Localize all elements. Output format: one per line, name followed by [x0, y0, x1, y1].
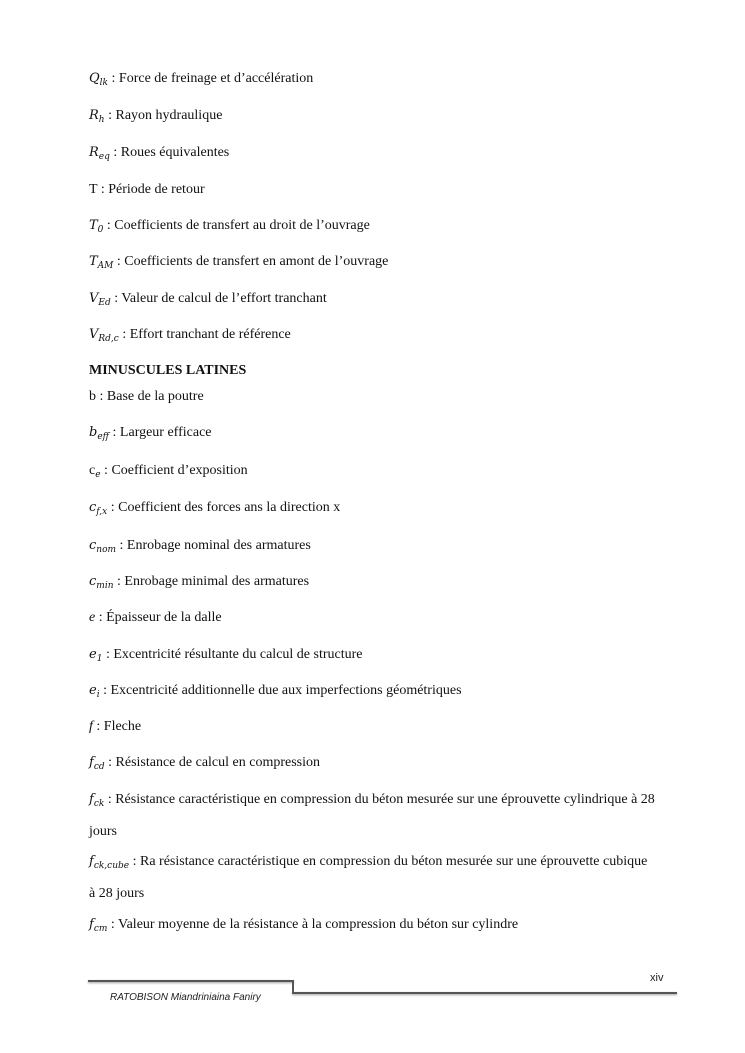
page-number: xiv — [650, 972, 664, 984]
symbol-entry-fck: $f_{ck}$ : Résistance caractéristique en compression du béton mesurée sur une éprouvette cylindrique à 28 jours — [89, 792, 655, 839]
symbol-entry-fcm: $f_{cm}$ : Valeur moyenne de la résistance à la compression du béton sur cylindre — [89, 917, 519, 934]
definition: Enrobage nominal des armatures — [126, 538, 311, 553]
symbol: $c_{nom}$ — [89, 538, 117, 555]
definition: Excentricité additionnelle due aux imperfections géométriques — [110, 683, 462, 698]
definition: Roues équivalentes — [120, 145, 230, 160]
definition: Enrobage minimal des armatures — [124, 574, 310, 589]
definition: Période de retour — [108, 182, 205, 197]
footer-rule-left — [88, 980, 294, 982]
symbol: $c_{min}$ — [89, 574, 114, 591]
symbol: e — [89, 610, 96, 625]
symbol: $T_{AM}$ — [89, 254, 114, 271]
symbol-entry-ce: $c_e$ : Coefficient d’exposition — [89, 463, 248, 480]
definition: Coefficient d’exposition — [111, 463, 248, 478]
symbol: $c_{f,x}$ — [89, 500, 108, 517]
symbol-entry-beff: $b_{eff}$ : Largeur efficace — [89, 425, 212, 442]
symbol-entry-ved: $V_{Ed}$ : Valeur de calcul de l’effort tranchant — [89, 291, 327, 308]
symbol: $Q_{lk}$ — [89, 71, 109, 88]
symbol-entry-ei: $e_i$ : Excentricité additionnelle due aux imperfections géométriques — [89, 683, 462, 700]
definition: Valeur moyenne de la résistance à la compression du béton sur cylindre — [118, 917, 519, 932]
symbol-entry-f: f : Fleche — [89, 719, 142, 734]
symbol-entry-qlk: $Q_{lk}$ : Force de freinage et d’accélération — [89, 71, 314, 88]
symbol: $f_{cm}$ — [89, 917, 108, 934]
footer-rule-right — [292, 992, 677, 994]
definition: Base de la poutre — [106, 389, 204, 404]
symbol: $V_{Ed}$ — [89, 291, 111, 308]
definition: Résistance caractéristique en compression du béton mesurée sur une éprouvette cylindrique à 28 jours — [89, 792, 655, 839]
symbol: $R_{eq}$ — [89, 145, 110, 162]
symbol: $b_{eff}$ — [89, 425, 110, 442]
definition: Fleche — [103, 719, 142, 734]
definition: Largeur efficace — [119, 425, 212, 440]
definition: Coefficient des forces ans la direction x — [118, 500, 341, 515]
definition: Rayon hydraulique — [115, 108, 223, 123]
definition: Coefficients de transfert au droit de l’ouvrage — [114, 218, 370, 233]
symbol: T — [89, 182, 98, 197]
symbol: $V_{Rd,c}$ — [89, 327, 119, 344]
definition: Valeur de calcul de l’effort tranchant — [121, 291, 327, 306]
symbol-entry-req: $R_{eq}$ : Roues équivalentes — [89, 145, 230, 162]
symbol-entry-fcd: $f_{cd}$ : Résistance de calcul en compression — [89, 755, 320, 772]
symbol: $T_0$ — [89, 218, 104, 235]
symbol-entry-cfx: $c_{f,x}$ : Coefficient des forces ans la direction x — [89, 500, 341, 517]
definition: Coefficients de transfert en amont de l’ouvrage — [124, 254, 389, 269]
definition: Effort tranchant de référence — [129, 327, 291, 342]
definition: Excentricité résultante du calcul de structure — [113, 647, 363, 662]
definition: Force de freinage et d’accélération — [118, 71, 314, 86]
symbol-entry-t0: $T_0$ : Coefficients de transfert au droit de l’ouvrage — [89, 218, 370, 235]
symbol: $f_{ck,cube}$ — [89, 854, 130, 871]
definition: Résistance de calcul en compression — [115, 755, 320, 770]
symbol: $R_h$ — [89, 108, 105, 125]
symbol: $c_e$ — [89, 463, 101, 480]
symbol: $f_{cd}$ — [89, 755, 105, 772]
symbol-entry-e: e : Épaisseur de la dalle — [89, 610, 222, 625]
symbol-entry-cmin: $c_{min}$ : Enrobage minimal des armatures — [89, 574, 310, 591]
symbol-entry-vrdc: $V_{Rd,c}$ : Effort tranchant de référence — [89, 327, 291, 344]
footer-author: RATOBISON Miandriniaina Faniry — [110, 992, 261, 1003]
symbol-entry-e1: $e_1$ : Excentricité résultante du calcul de structure — [89, 647, 363, 664]
section-heading: MINUSCULES LATINES — [89, 363, 247, 378]
definition: Ra résistance caractéristique en compression du béton mesurée sur une éprouvette cubique à 28 jours — [89, 854, 648, 901]
definition: Épaisseur de la dalle — [106, 610, 222, 625]
symbol: f — [89, 719, 93, 734]
symbol: $e_i$ — [89, 683, 100, 700]
symbol: $f_{ck}$ — [89, 792, 105, 809]
symbol: b — [89, 389, 96, 404]
symbol-entry-t: T : Période de retour — [89, 182, 205, 197]
symbol-entry-b: b : Base de la poutre — [89, 389, 204, 404]
symbol-entry-tam: $T_{AM}$ : Coefficients de transfert en amont de l’ouvrage — [89, 254, 389, 271]
symbol-entry-fckcube: $f_{ck,cube}$ : Ra résistance caractéristique en compression du béton mesurée sur une éprouvette cubique à 28 jours — [89, 854, 648, 901]
symbol: $e_1$ — [89, 647, 103, 664]
symbol-entry-cnom: $c_{nom}$ : Enrobage nominal des armatures — [89, 538, 311, 555]
symbol-entry-rh: $R_h$ : Rayon hydraulique — [89, 108, 223, 125]
